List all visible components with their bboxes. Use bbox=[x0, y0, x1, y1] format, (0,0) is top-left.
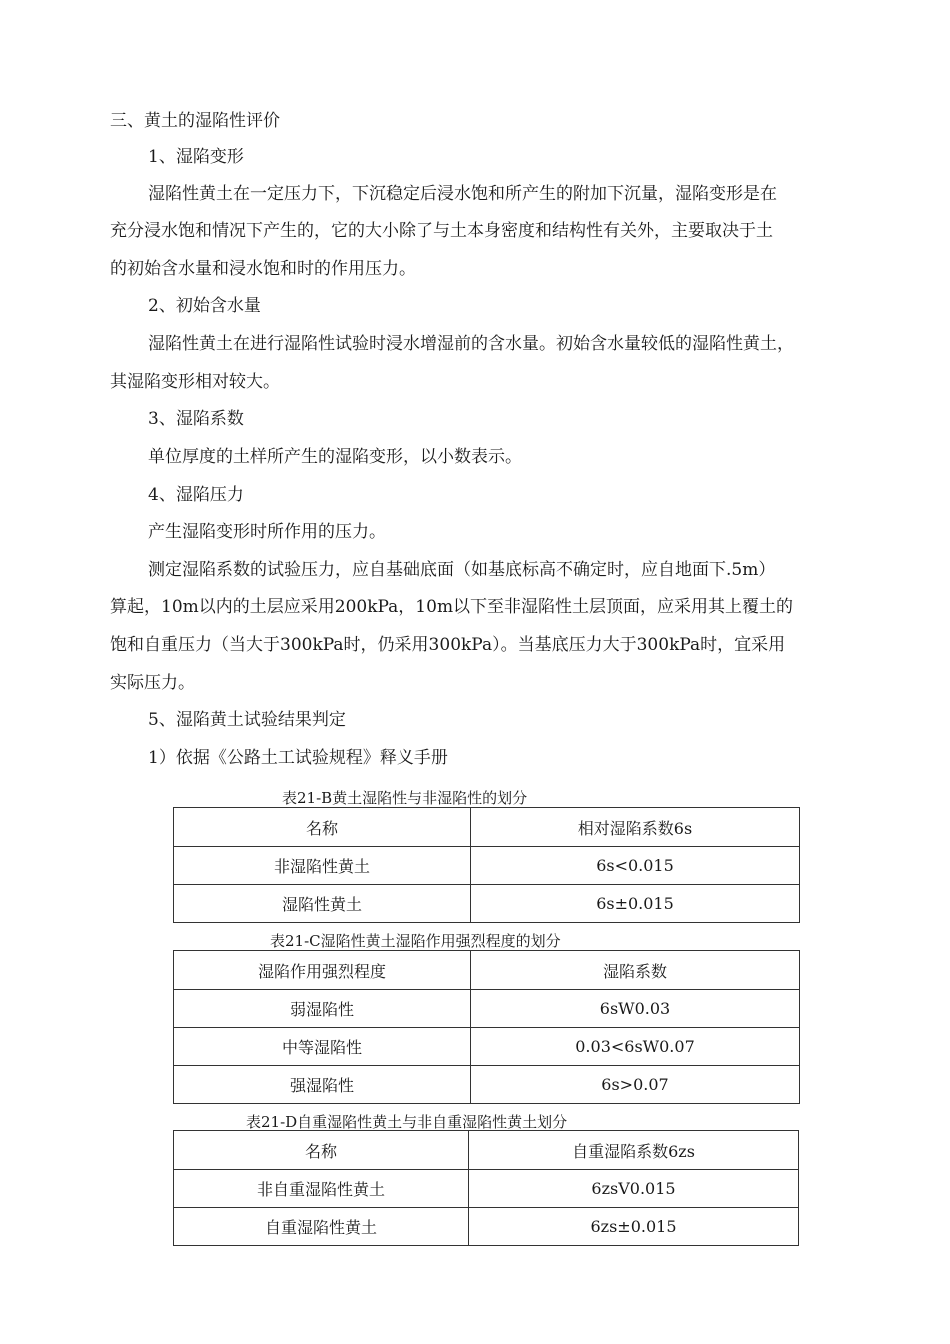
heading-collapse-deformation: 1、湿陷变形 bbox=[148, 147, 244, 167]
section-title: 三、黄土的湿陷性评价 bbox=[110, 111, 280, 131]
table-header-row bbox=[174, 1131, 799, 1170]
table-cell: 0.03<6sW0.07 bbox=[471, 1028, 800, 1066]
table-row bbox=[174, 1066, 800, 1104]
paragraph-line: 饱和自重压力（当大于300kPa时，仍采用300kPa）。当基底压力大于300kPa时，宜采用 bbox=[110, 635, 786, 655]
table-header-row bbox=[174, 951, 800, 990]
table-d bbox=[173, 1130, 799, 1246]
table-row bbox=[174, 1028, 800, 1066]
table-cell: 湿陷性黄土 bbox=[174, 885, 471, 923]
heading-collapse-pressure: 4、湿陷压力 bbox=[148, 485, 244, 505]
table-cell: 非自重湿陷性黄土 bbox=[174, 1170, 469, 1208]
table-header-cell: 湿陷作用强烈程度 bbox=[174, 951, 471, 990]
table-header-row bbox=[174, 808, 800, 847]
table-cell: 自重湿陷性黄土 bbox=[174, 1208, 469, 1246]
table-cell: 中等湿陷性 bbox=[174, 1028, 471, 1066]
paragraph-line: 湿陷性黄土在一定压力下，下沉稳定后浸水饱和所产生的附加下沉量，湿陷变形是在 bbox=[148, 184, 777, 204]
paragraph-line: 充分浸水饱和情况下产生的，它的大小除了与土本身密度和结构性有关外，主要取决于土 bbox=[110, 221, 773, 241]
table-row bbox=[174, 1170, 799, 1208]
table-cell: 弱湿陷性 bbox=[174, 990, 471, 1028]
table-header-cell: 湿陷系数 bbox=[471, 951, 800, 990]
paragraph-line: 单位厚度的土样所产生的湿陷变形，以小数表示。 bbox=[148, 447, 522, 467]
table-row bbox=[174, 990, 800, 1028]
paragraph-line: 湿陷性黄土在进行湿陷性试验时浸水增湿前的含水量。初始含水量较低的湿陷性黄土， bbox=[148, 334, 794, 354]
table-header-cell: 名称 bbox=[174, 808, 471, 847]
paragraph-line: 测定湿陷系数的试验压力，应自基础底面（如基底标高不确定时，应自地面下.5m） bbox=[148, 560, 776, 580]
table-row bbox=[174, 847, 800, 885]
table-b bbox=[173, 807, 800, 923]
paragraph-line: 产生湿陷变形时所作用的压力。 bbox=[148, 522, 386, 542]
table-cell: 6sW0.03 bbox=[471, 990, 800, 1028]
sub-heading-reference: 1）依据《公路土工试验规程》释义手册 bbox=[148, 748, 448, 768]
heading-test-result-judgement: 5、湿陷黄土试验结果判定 bbox=[148, 710, 346, 730]
table-header-cell: 名称 bbox=[174, 1131, 469, 1170]
table-header-cell: 相对湿陷系数6s bbox=[471, 808, 800, 847]
paragraph-line: 的初始含水量和浸水饱和时的作用压力。 bbox=[110, 259, 416, 279]
table-cell: 6s±0.015 bbox=[471, 885, 800, 923]
heading-collapse-coefficient: 3、湿陷系数 bbox=[148, 409, 244, 429]
table-cell: 6s<0.015 bbox=[471, 847, 800, 885]
table-d-caption: 表21-D自重湿陷性黄土与非自重湿陷性黄土划分 bbox=[246, 1113, 568, 1131]
table-cell: 强湿陷性 bbox=[174, 1066, 471, 1104]
table-row bbox=[174, 885, 800, 923]
table-cell: 6zsV0.015 bbox=[469, 1170, 799, 1208]
table-cell: 6s>0.07 bbox=[471, 1066, 800, 1104]
heading-initial-water-content: 2、初始含水量 bbox=[148, 296, 261, 316]
table-c bbox=[173, 950, 800, 1104]
table-b-caption: 表21-B黄土湿陷性与非湿陷性的划分 bbox=[282, 789, 528, 807]
paragraph-line: 其湿陷变形相对较大。 bbox=[110, 372, 280, 392]
table-row bbox=[174, 1208, 799, 1246]
table-cell: 6zs±0.015 bbox=[469, 1208, 799, 1246]
paragraph-line: 算起，10m以内的土层应采用200kPa，10m以下至非湿陷性土层顶面，应采用其上覆土的 bbox=[110, 597, 794, 617]
table-header-cell: 自重湿陷系数6zs bbox=[469, 1131, 799, 1170]
table-cell: 非湿陷性黄土 bbox=[174, 847, 471, 885]
table-c-caption: 表21-C湿陷性黄土湿陷作用强烈程度的划分 bbox=[270, 932, 561, 950]
paragraph-line: 实际压力。 bbox=[110, 673, 195, 693]
